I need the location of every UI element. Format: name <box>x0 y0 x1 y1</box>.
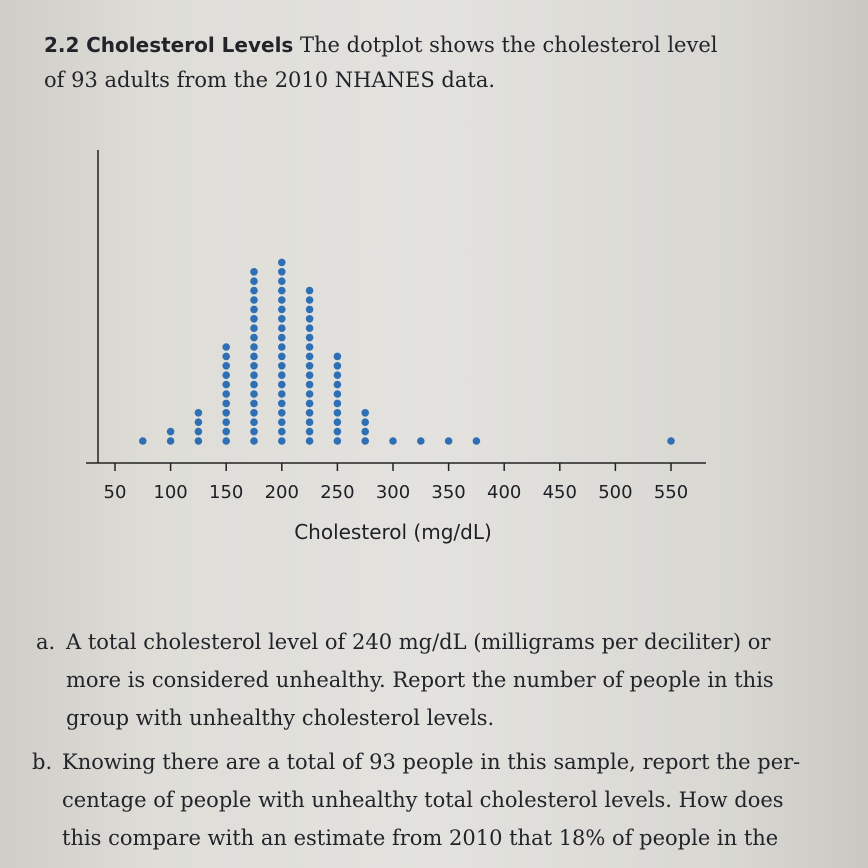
dotplot-dot <box>334 400 342 408</box>
question-b-line1: Knowing there are a total of 93 people in this sample, report the per- <box>62 750 801 774</box>
dotplot-dot <box>278 428 286 436</box>
dotplot-dot <box>250 296 258 304</box>
dotplot-dot <box>306 296 314 304</box>
dotplot-dot <box>306 371 314 379</box>
dotplot-dot <box>222 362 230 370</box>
dotplot-dot <box>250 353 258 361</box>
question-a-line1: A total cholesterol level of 240 mg/dL (milligrams per deciliter) or <box>66 630 771 654</box>
dotplot-dot <box>222 343 230 351</box>
dotplot-dot <box>250 306 258 314</box>
dotplot-dot <box>334 409 342 417</box>
dotplot-dot <box>306 353 314 361</box>
question-a-label: a. <box>36 630 56 654</box>
dotplot-dot <box>250 362 258 370</box>
x-tick-label: 50 <box>103 482 127 503</box>
dotplot-dot <box>195 418 203 426</box>
dotplot-dot <box>306 287 314 295</box>
x-axis-title: Cholesterol (mg/dL) <box>294 520 492 544</box>
dotplot-dot <box>250 381 258 389</box>
question-b <box>32 743 822 857</box>
question-a <box>36 623 826 737</box>
exercise-intro-line2: of 93 adults from the 2010 NHANES data. <box>44 68 496 92</box>
dotplot-dot <box>278 259 286 267</box>
dotplot-dot <box>278 277 286 285</box>
dotplot-dot <box>667 437 675 445</box>
cholesterol-dotplot <box>0 140 868 560</box>
dotplot-dot <box>250 409 258 417</box>
x-tick-label: 150 <box>209 482 244 503</box>
dotplot-dot <box>222 371 230 379</box>
dotplot-dot <box>195 409 203 417</box>
x-tick-label: 400 <box>487 482 522 503</box>
dotplot-dot <box>250 390 258 398</box>
dotplot-dot <box>306 362 314 370</box>
x-axis-ticks <box>104 463 689 503</box>
question-a-line2: more is considered unhealthy. Report the number of people in this <box>66 668 774 692</box>
dotplot-dot <box>250 315 258 323</box>
dotplot-dot <box>334 353 342 361</box>
dotplot-dot <box>250 287 258 295</box>
exercise-heading <box>44 28 844 98</box>
dotplot-dot <box>278 400 286 408</box>
dotplot-dot <box>361 418 369 426</box>
dotplot-dots <box>139 259 675 445</box>
dotplot-dot <box>222 428 230 436</box>
dotplot-dot <box>278 371 286 379</box>
dotplot-dot <box>334 437 342 445</box>
dotplot-dot <box>334 371 342 379</box>
dotplot-dot <box>306 409 314 417</box>
dotplot-dot <box>306 324 314 332</box>
x-tick-label: 450 <box>542 482 577 503</box>
dotplot-dot <box>222 418 230 426</box>
dotplot-dot <box>278 390 286 398</box>
dotplot-dot <box>278 381 286 389</box>
dotplot-dot <box>306 334 314 342</box>
dotplot-dot <box>250 343 258 351</box>
dotplot-dot <box>278 343 286 351</box>
dotplot-dot <box>306 400 314 408</box>
x-tick-label: 500 <box>598 482 633 503</box>
dotplot-dot <box>306 315 314 323</box>
dotplot-dot <box>250 268 258 276</box>
dotplot-dot <box>222 437 230 445</box>
dotplot-dot <box>250 428 258 436</box>
dotplot-dot <box>222 381 230 389</box>
question-b-line2: centage of people with unhealthy total cholesterol levels. How does <box>62 788 784 812</box>
x-tick-label: 350 <box>431 482 466 503</box>
question-b-label: b. <box>32 750 53 774</box>
dotplot-dot <box>445 437 453 445</box>
dotplot-dot <box>278 315 286 323</box>
x-tick-label: 250 <box>320 482 355 503</box>
dotplot-dot <box>278 334 286 342</box>
dotplot-dot <box>250 324 258 332</box>
dotplot-dot <box>306 418 314 426</box>
exercise-intro-line1: The dotplot shows the cholesterol level <box>300 33 718 57</box>
dotplot-dot <box>167 428 175 436</box>
dotplot-dot <box>195 437 203 445</box>
exercise-number: 2.2 <box>44 33 80 57</box>
dotplot-dot <box>250 334 258 342</box>
dotplot-dot <box>278 362 286 370</box>
dotplot-dot <box>278 287 286 295</box>
dotplot-dot <box>250 418 258 426</box>
dotplot-dot <box>361 409 369 417</box>
dotplot-dot <box>167 437 175 445</box>
dotplot-dot <box>222 390 230 398</box>
x-tick-label: 300 <box>375 482 411 503</box>
dotplot-dot <box>278 268 286 276</box>
dotplot-dot <box>278 418 286 426</box>
dotplot-dot <box>334 428 342 436</box>
dotplot-dot <box>222 353 230 361</box>
dotplot-dot <box>195 428 203 436</box>
dotplot-dot <box>473 437 481 445</box>
dotplot-dot <box>334 381 342 389</box>
dotplot-dot <box>306 437 314 445</box>
dotplot-dot <box>306 381 314 389</box>
dotplot-dot <box>306 343 314 351</box>
dotplot-dot <box>250 437 258 445</box>
dotplot-dot <box>389 437 397 445</box>
x-tick-label: 550 <box>653 482 689 503</box>
dotplot-dot <box>334 390 342 398</box>
question-b-line3: this compare with an estimate from 2010 that 18% of people in the <box>62 826 779 850</box>
dotplot-dot <box>250 371 258 379</box>
dotplot-dot <box>278 306 286 314</box>
dotplot-dot <box>278 324 286 332</box>
dotplot-dot <box>250 400 258 408</box>
dotplot-dot <box>417 437 425 445</box>
dotplot-dot <box>278 296 286 304</box>
dotplot-dot <box>334 362 342 370</box>
x-tick-label: 100 <box>153 482 188 503</box>
dotplot-dot <box>278 409 286 417</box>
dotplot-dot <box>278 353 286 361</box>
dotplot-dot <box>361 428 369 436</box>
dotplot-dot <box>334 418 342 426</box>
question-a-line3: group with unhealthy cholesterol levels. <box>66 706 495 730</box>
dotplot-dot <box>278 437 286 445</box>
exercise-title: Cholesterol Levels <box>86 33 294 57</box>
dotplot-dot <box>139 437 147 445</box>
dotplot-dot <box>222 409 230 417</box>
dotplot-dot <box>306 306 314 314</box>
dotplot-dot <box>250 277 258 285</box>
dotplot-dot <box>222 400 230 408</box>
x-tick-label: 200 <box>264 482 299 503</box>
dotplot-dot <box>361 437 369 445</box>
dotplot-dot <box>306 428 314 436</box>
dotplot-dot <box>306 390 314 398</box>
